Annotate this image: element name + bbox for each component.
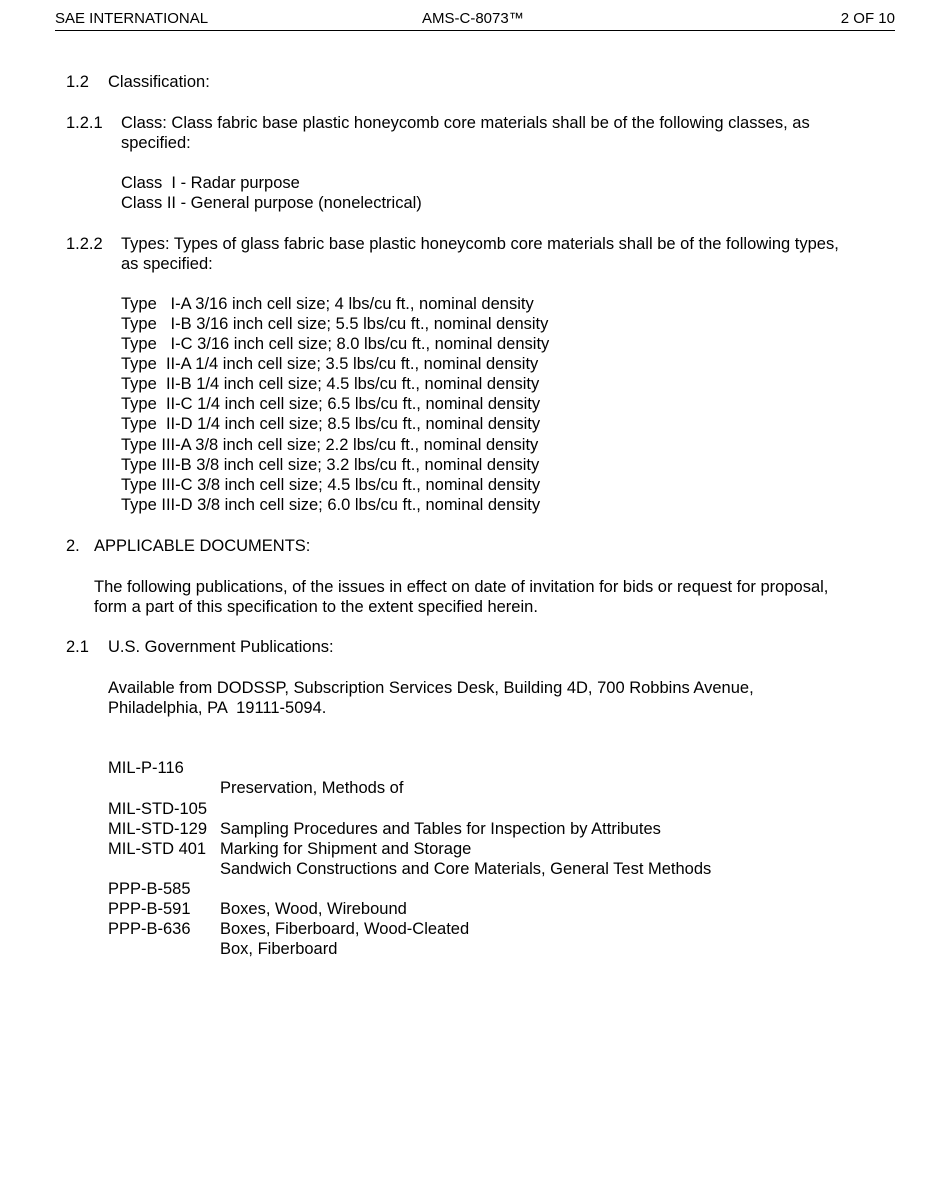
document-code: MIL-STD 401	[108, 840, 207, 858]
section-1-2-1-text-line2: specified:	[121, 134, 191, 152]
document-code: PPP-B-591	[108, 900, 191, 918]
page-header	[55, 8, 895, 31]
document-title: Sampling Procedures and Tables for Inspection by Attributes	[220, 820, 661, 838]
type-item: Type II-D 1/4 inch cell size; 8.5 lbs/cu ft., nominal density	[121, 415, 541, 433]
document-code: PPP-B-585	[108, 880, 191, 898]
document-title: Preservation, Methods of	[220, 779, 404, 797]
type-item: Type III-B 3/8 inch cell size; 3.2 lbs/cu ft., nominal density	[121, 456, 540, 474]
section-2-1-number: 2.1	[66, 638, 89, 656]
type-item: Type II-B 1/4 inch cell size; 4.5 lbs/cu ft., nominal density	[121, 375, 540, 393]
document-title: Boxes, Wood, Wirebound	[220, 900, 407, 918]
header-page-number: 2 OF 10	[840, 10, 895, 27]
document-code: PPP-B-636	[108, 920, 191, 938]
section-2-title: APPLICABLE DOCUMENTS:	[94, 537, 311, 555]
section-1-2-1-text-line1: Class: Class fabric base plastic honeycomb core materials shall be of the following classes, as	[121, 114, 810, 132]
header-document-number: AMS-C-8073™	[422, 10, 524, 27]
class-item: Class I - Radar purpose	[121, 174, 300, 192]
document-title: Marking for Shipment and Storage	[220, 840, 472, 858]
type-item: Type III-D 3/8 inch cell size; 6.0 lbs/cu ft., nominal density	[121, 496, 541, 514]
document-title: Sandwich Constructions and Core Materials, General Test Methods	[220, 860, 712, 878]
type-item: Type II-C 1/4 inch cell size; 6.5 lbs/cu ft., nominal density	[121, 395, 541, 413]
section-2-text-line2: form a part of this specification to the extent specified herein.	[94, 598, 538, 616]
type-item: Type III-A 3/8 inch cell size; 2.2 lbs/cu ft., nominal density	[121, 436, 539, 454]
document-row	[0, 899, 950, 979]
type-item: Type I-C 3/16 inch cell size; 8.0 lbs/cu ft., nominal density	[121, 335, 550, 353]
type-item: Type I-B 3/16 inch cell size; 5.5 lbs/cu ft., nominal density	[121, 315, 549, 333]
section-1-2-2-number: 1.2.2	[66, 235, 103, 253]
class-item: Class II - General purpose (nonelectrical)	[121, 194, 422, 212]
section-1-2-2-text-line1: Types: Types of glass fabric base plastic honeycomb core materials shall be of the following types,	[121, 235, 839, 253]
section-1-2-title: Classification:	[108, 73, 210, 91]
document-title: Boxes, Fiberboard, Wood-Cleated	[220, 920, 470, 938]
type-item: Type II-A 1/4 inch cell size; 3.5 lbs/cu ft., nominal density	[121, 355, 539, 373]
availability-line2: Philadelphia, PA 19111-5094.	[108, 699, 327, 717]
document-title: Box, Fiberboard	[220, 940, 338, 958]
section-1-2-number: 1.2	[66, 73, 89, 91]
section-2-number: 2.	[66, 537, 80, 555]
document-code: MIL-P-116	[108, 759, 184, 777]
header-organization: SAE INTERNATIONAL	[55, 10, 209, 27]
document-code: MIL-STD-105	[108, 800, 208, 818]
section-2-text-line1: The following publications, of the issues in effect on date of invitation for bids or request for proposal,	[94, 578, 829, 596]
type-item: Type III-C 3/8 inch cell size; 4.5 lbs/cu ft., nominal density	[121, 476, 541, 494]
section-1-2-1-number: 1.2.1	[66, 114, 103, 132]
document-code: MIL-STD-129	[108, 820, 208, 838]
section-2-1-title: U.S. Government Publications:	[108, 638, 334, 656]
section-1-2-2-text-line2: as specified:	[121, 255, 213, 273]
type-item: Type I-A 3/16 inch cell size; 4 lbs/cu ft., nominal density	[121, 295, 534, 313]
availability-line1: Available from DODSSP, Subscription Services Desk, Building 4D, 700 Robbins Avenue,	[108, 679, 754, 697]
